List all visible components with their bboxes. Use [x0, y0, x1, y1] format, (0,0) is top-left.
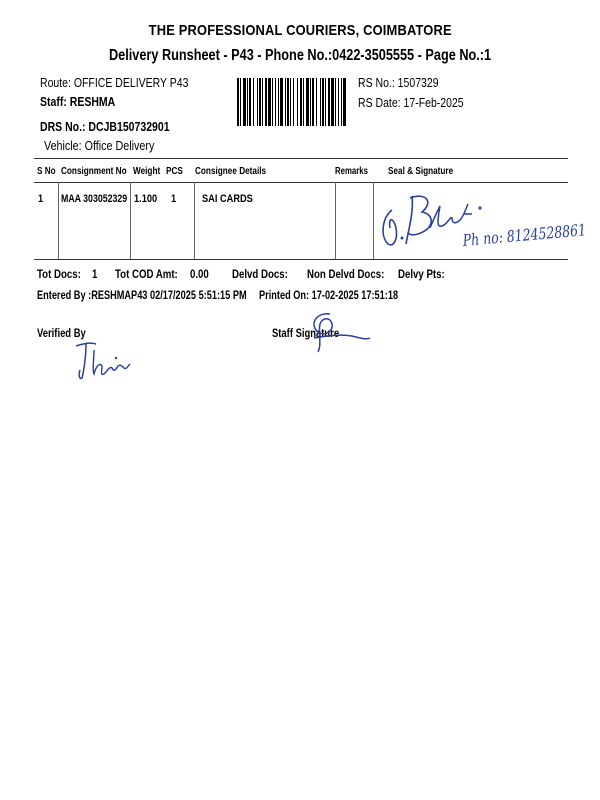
runsheet-subtitle-text: Delivery Runsheet - P43 - Phone No.:0422-3505555 - Page No.:1: [108, 47, 492, 64]
barcode-bar: [322, 78, 324, 126]
barcode-bar: [293, 78, 294, 126]
header-consignee: Consignee Details: [195, 166, 267, 177]
barcode-bar: [290, 78, 291, 126]
barcode-bar: [300, 78, 302, 126]
barcode-bar: [247, 78, 248, 126]
header-weight: Weight: [133, 166, 161, 177]
company-title-text: THE PROFESSIONAL COURIERS, COIMBATORE: [148, 22, 452, 39]
header-sno: S No: [37, 166, 56, 177]
verified-by-label: Verified By: [37, 328, 86, 340]
barcode-bar: [272, 78, 273, 126]
row-consignment: MAA 303052329: [61, 193, 128, 205]
barcode-bar: [265, 78, 267, 126]
rs-number: RS No.: 1507329: [358, 76, 439, 90]
column-divider: [335, 182, 336, 259]
route-text: Route: OFFICE DELIVERY P43: [40, 76, 189, 90]
column-divider: [58, 182, 59, 259]
staff-signature: [300, 308, 372, 358]
header-remarks: Remarks: [335, 166, 368, 177]
header-pcs: PCS: [166, 166, 183, 177]
delvy-pts-label: Delvy Pts:: [398, 269, 445, 281]
barcode-image: [237, 78, 347, 126]
drs-number: DRS No.: DCJB150732901: [40, 120, 170, 134]
barcode-bar: [310, 78, 311, 126]
printed-on: Printed On: 17-02-2025 17:51:18: [259, 290, 399, 302]
row-pcs: 1: [171, 193, 177, 205]
barcode-bar: [259, 78, 261, 126]
handwritten-phone-note: Ph no: 8124528861: [462, 220, 587, 250]
table-header-rule: [34, 182, 568, 183]
row-consignee: SAI CARDS: [202, 193, 253, 205]
tot-docs-value: 1: [92, 269, 98, 281]
tot-cod-label: Tot COD Amt:: [115, 269, 178, 281]
barcode-bar: [268, 78, 271, 126]
barcode-bar: [320, 78, 321, 126]
column-divider: [130, 182, 131, 259]
company-title: [0, 22, 600, 39]
non-delvd-docs-label: Non Delvd Docs:: [307, 269, 385, 281]
barcode-bar: [338, 78, 339, 126]
row-sno: 1: [38, 193, 44, 205]
barcode-bar: [341, 78, 342, 126]
header-consignment: Consignment No: [61, 166, 127, 177]
barcode-bar: [278, 78, 279, 126]
rs-date: RS Date: 17-Feb-2025: [358, 96, 464, 110]
barcode-bar: [240, 78, 241, 126]
tot-docs-label: Tot Docs:: [37, 269, 81, 281]
barcode-bar: [303, 78, 304, 126]
tot-cod-value: 0.00: [190, 269, 209, 281]
barcode-bar: [316, 78, 317, 126]
column-divider: [373, 182, 374, 259]
barcode-bar: [287, 78, 289, 126]
barcode-bar: [253, 78, 254, 126]
barcode-bar: [335, 78, 336, 126]
table-bottom-rule: [34, 259, 568, 260]
barcode-bar: [257, 78, 258, 126]
barcode-bar: [280, 78, 283, 126]
barcode-bar: [312, 78, 314, 126]
entered-by: Entered By :RESHMAP43 02/17/2025 5:51:15 PM: [37, 290, 247, 302]
vehicle-text: Vehicle: Office Delivery: [44, 139, 155, 153]
table-top-rule: [34, 158, 568, 159]
row-weight: 1.100: [134, 193, 158, 205]
barcode-bar: [331, 78, 334, 126]
barcode-bar: [237, 78, 239, 126]
runsheet-subtitle: [0, 47, 600, 65]
barcode-bar: [306, 78, 309, 126]
barcode-bar: [325, 78, 326, 126]
barcode-bar: [343, 78, 346, 126]
barcode-bar: [262, 78, 263, 126]
delvd-docs-label: Delvd Docs:: [232, 269, 288, 281]
verifier-signature: [70, 336, 140, 382]
barcode-bar: [249, 78, 251, 126]
staff-text: Staff: RESHMA: [40, 95, 116, 109]
header-seal-signature: Seal & Signature: [388, 166, 454, 177]
column-divider: [194, 182, 195, 259]
barcode-bar: [297, 78, 298, 126]
barcode-bar: [285, 78, 286, 126]
barcode-bar: [243, 78, 246, 126]
staff-signature-label: Staff Signature: [272, 328, 340, 340]
barcode-bar: [275, 78, 276, 126]
barcode-bar: [328, 78, 330, 126]
